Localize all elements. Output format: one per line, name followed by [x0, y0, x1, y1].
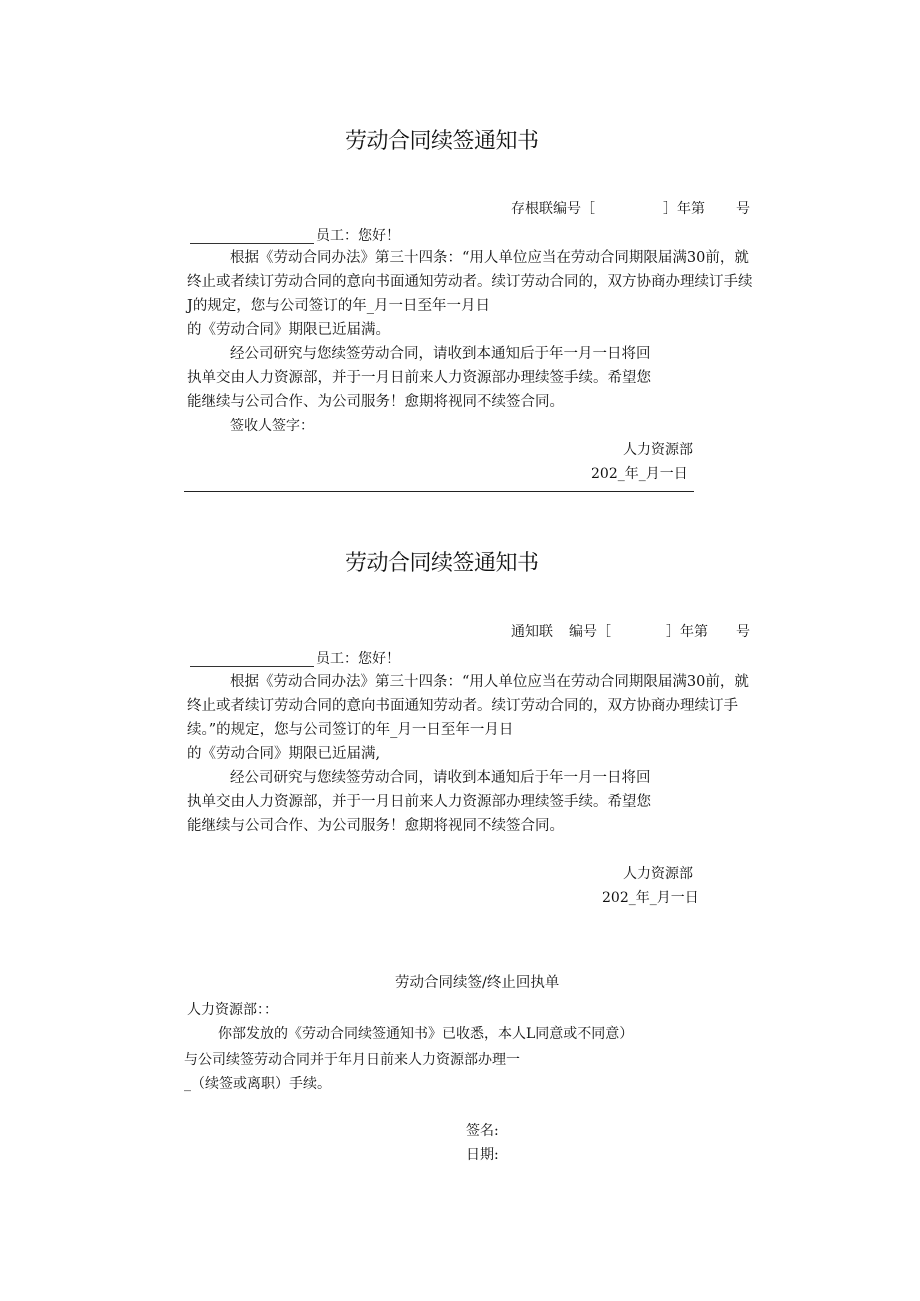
paragraph-line: 执单交由人力资源部，并于一月日前来人力资源部办理续签手续。希望您: [187, 794, 651, 810]
paragraph-line: 的《劳动合同》期限已近届满。: [187, 322, 390, 338]
notice-title-stub: 劳动合同续签通知书: [345, 129, 539, 154]
greeting: 员工：您好！: [316, 228, 400, 244]
notice-title-copy: 劳动合同续签通知书: [345, 551, 539, 576]
tear-line: [184, 491, 694, 492]
paragraph-line: 的《劳动合同》期限已近届满,: [187, 746, 381, 762]
paragraph-line: 能继续与公司合作、为公司服务！愈期将视同不续签合同。: [187, 394, 564, 410]
notice-hao-label: 号: [736, 624, 750, 640]
receipt-line: _（续签或离职）手续。: [184, 1076, 331, 1092]
greeting: 员工：您好！: [316, 651, 400, 667]
department-name: 人力资源部: [623, 866, 693, 882]
issue-date: 202_年_月一日: [602, 890, 699, 906]
receipt-title: 劳动合同续签/终止回执单: [395, 975, 560, 991]
receipt-addressee: 人力资源部：：: [187, 1002, 278, 1018]
paragraph-line: 终止或者续订劳动合同的意向书面通知劳动者。续订劳动合同的，双方协商办理续订手续: [187, 274, 753, 290]
notice-copy-label: 通知联: [511, 624, 553, 640]
issue-date: 202_年_月一日: [591, 466, 688, 482]
receipt-signature-label: 签名:: [466, 1123, 499, 1139]
receipt-line: 与公司续签劳动合同并于年月日前来人力资源部办理一: [184, 1052, 520, 1068]
paragraph-line: 能继续与公司合作、为公司服务！愈期将视同不续签合同。: [187, 818, 564, 834]
employee-name-blank: [190, 243, 314, 244]
paragraph-line: 执单交由人力资源部，并于一月日前来人力资源部办理续签手续。希望您: [187, 370, 651, 386]
notice-year-label: ］年第: [666, 624, 708, 640]
department-name: 人力资源部: [623, 442, 693, 458]
paragraph-line: 经公司研究与您续签劳动合同，请收到本通知后于年一月一日将回: [230, 770, 651, 786]
employee-name-blank: [190, 666, 314, 667]
signer-signature-label: 签收人签字：: [230, 418, 314, 434]
paragraph-line: J的规定，您与公司签订的年_月一日至年一月日: [187, 298, 491, 314]
stub-year-label: ］年第: [663, 201, 705, 217]
paragraph-line: 根据《劳动合同办法》第三十四条：“用人单位应当在劳动合同期限届满30前，就: [230, 674, 749, 690]
paragraph-line: 续。”的规定，您与公司签订的年_月一日至年一月日: [187, 722, 514, 738]
paragraph-line: 终止或者续订劳动合同的意向书面通知劳动者。续订劳动合同的，双方协商办理续订手: [187, 698, 738, 714]
notice-number-label: 编号［: [569, 624, 611, 640]
receipt-line: 你部发放的《劳动合同续签通知书》已收悉，本人L同意或不同意）: [218, 1026, 634, 1042]
stub-number-label: 存根联编号［: [511, 201, 595, 217]
paragraph-line: 经公司研究与您续签劳动合同，请收到本通知后于年一月一日将回: [230, 346, 651, 362]
receipt-date-label: 日期:: [466, 1147, 499, 1163]
stub-hao-label: 号: [736, 201, 750, 217]
paragraph-line: 根据《劳动合同办法》第三十四条：“用人单位应当在劳动合同期限届满30前，就: [230, 250, 749, 266]
